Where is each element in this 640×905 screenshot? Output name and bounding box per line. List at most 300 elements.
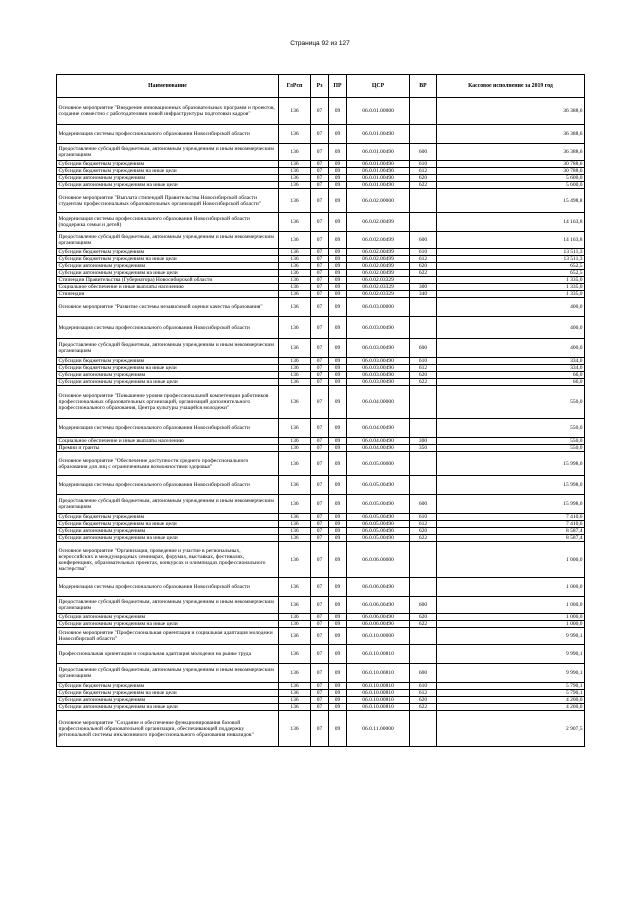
cell-grrsp: 136	[279, 514, 311, 521]
table-row	[57, 683, 585, 690]
cell-name: Субсидии автономным учреждениям	[57, 263, 279, 270]
cell-name: Субсидии бюджетным учреждениям	[57, 358, 279, 365]
cell-vr	[410, 419, 437, 438]
cell-pr: 09	[329, 445, 347, 452]
cell-name: Стипендии Правительства (Губернатора) Новосибирской области	[57, 277, 279, 284]
table-row	[57, 621, 585, 628]
cell-name: Субсидии бюджетным учреждениям на иные цели	[57, 521, 279, 528]
cell-pr: 09	[329, 168, 347, 175]
cell-name: Основное мероприятие "Создание и обеспечение функционирования базовой профессиональной образовательной организации, обеспечивающей поддержку региональной системы инклюзивного профессионального образования инвалидов"	[57, 711, 279, 747]
cell-vr	[410, 277, 437, 284]
cell-rz: 07	[311, 690, 329, 697]
cell-rz: 07	[311, 277, 329, 284]
cell-amount: 1 335,0	[437, 291, 585, 298]
cell-rz: 07	[311, 614, 329, 621]
cell-rz: 07	[311, 144, 329, 161]
cell-csr: 06.0.01.00490	[347, 168, 410, 175]
cell-amount: 66,0	[437, 379, 585, 386]
cell-vr	[410, 317, 437, 339]
cell-name: Предоставление субсидий бюджетным, автономным учреждениям и иным некоммерческим организациям	[57, 495, 279, 514]
cell-rz: 07	[311, 256, 329, 263]
cell-grrsp: 136	[279, 98, 311, 125]
cell-name: Субсидии автономным учреждениям на иные цели	[57, 535, 279, 542]
cell-rz: 07	[311, 628, 329, 645]
cell-csr: 06.0.02.03329	[347, 284, 410, 291]
cell-pr: 09	[329, 514, 347, 521]
cell-grrsp: 136	[279, 535, 311, 542]
cell-grrsp: 136	[279, 704, 311, 711]
cell-grrsp: 136	[279, 452, 311, 476]
cell-grrsp: 136	[279, 365, 311, 372]
cell-amount: 550,0	[437, 438, 585, 445]
cell-pr: 09	[329, 379, 347, 386]
header-name: Наименование	[57, 75, 279, 98]
cell-rz: 07	[311, 445, 329, 452]
cell-name: Субсидии автономным учреждениям на иные цели	[57, 379, 279, 386]
table-row	[57, 514, 585, 521]
table-row	[57, 144, 585, 161]
cell-pr: 09	[329, 98, 347, 125]
cell-rz: 07	[311, 452, 329, 476]
cell-vr: 612	[410, 168, 437, 175]
cell-vr: 610	[410, 161, 437, 168]
cell-amount: 36 388,6	[437, 144, 585, 161]
table-body	[57, 98, 585, 747]
cell-csr: 06.0.05.00490	[347, 495, 410, 514]
cell-vr: 620	[410, 528, 437, 535]
cell-name: Модернизация системы профессионального образования Новосибирской области	[57, 419, 279, 438]
cell-pr: 09	[329, 175, 347, 182]
cell-amount: 14 163,8	[437, 213, 585, 232]
cell-csr: 06.0.01.00490	[347, 161, 410, 168]
cell-csr: 06.0.02.00499	[347, 232, 410, 249]
cell-rz: 07	[311, 704, 329, 711]
cell-grrsp: 136	[279, 445, 311, 452]
cell-pr: 09	[329, 621, 347, 628]
cell-amount: 1 000,0	[437, 597, 585, 614]
cell-amount: 4 200,0	[437, 704, 585, 711]
cell-amount: 334,0	[437, 365, 585, 372]
cell-pr: 09	[329, 182, 347, 189]
cell-name: Субсидии бюджетным учреждениям	[57, 514, 279, 521]
cell-amount: 1 335,0	[437, 277, 585, 284]
cell-name: Субсидии автономным учреждениям	[57, 372, 279, 379]
cell-vr: 612	[410, 365, 437, 372]
cell-grrsp: 136	[279, 144, 311, 161]
cell-pr: 09	[329, 386, 347, 419]
cell-name: Профессиональная ориентация и социальная адаптация молодежи на рынке труда	[57, 645, 279, 664]
cell-csr: 06.0.03.00490	[347, 339, 410, 358]
cell-vr: 622	[410, 621, 437, 628]
cell-amount: 8 587,4	[437, 528, 585, 535]
cell-csr: 06.0.10.00810	[347, 697, 410, 704]
cell-csr: 06.0.05.00490	[347, 476, 410, 495]
cell-amount: 36 388,6	[437, 98, 585, 125]
cell-amount: 14 163,8	[437, 232, 585, 249]
cell-rz: 07	[311, 213, 329, 232]
cell-vr: 610	[410, 249, 437, 256]
cell-vr: 622	[410, 535, 437, 542]
cell-rz: 07	[311, 339, 329, 358]
cell-amount: 7 410,6	[437, 521, 585, 528]
cell-pr: 09	[329, 690, 347, 697]
table-row	[57, 298, 585, 317]
table-row	[57, 339, 585, 358]
table-row	[57, 249, 585, 256]
cell-grrsp: 136	[279, 621, 311, 628]
table-row	[57, 419, 585, 438]
cell-grrsp: 136	[279, 521, 311, 528]
cell-amount: 13 511,3	[437, 256, 585, 263]
cell-csr: 06.0.03.00490	[347, 379, 410, 386]
cell-rz: 07	[311, 317, 329, 339]
cell-pr: 09	[329, 189, 347, 213]
cell-amount: 5 790,1	[437, 690, 585, 697]
cell-amount: 652,5	[437, 270, 585, 277]
cell-vr: 610	[410, 358, 437, 365]
table-row	[57, 628, 585, 645]
cell-pr: 09	[329, 614, 347, 621]
cell-amount: 30 788,6	[437, 168, 585, 175]
cell-vr: 622	[410, 182, 437, 189]
cell-grrsp: 136	[279, 528, 311, 535]
cell-name: Премии и гранты	[57, 445, 279, 452]
cell-pr: 09	[329, 664, 347, 683]
cell-pr: 09	[329, 298, 347, 317]
cell-vr: 620	[410, 263, 437, 270]
cell-csr: 06.0.03.00490	[347, 317, 410, 339]
cell-name: Субсидии автономным учреждениям на иные цели	[57, 182, 279, 189]
cell-name: Предоставление субсидий бюджетным, автономным учреждениям и иным некоммерческим организациям	[57, 144, 279, 161]
cell-grrsp: 136	[279, 711, 311, 747]
cell-vr: 620	[410, 697, 437, 704]
cell-rz: 07	[311, 386, 329, 419]
cell-grrsp: 136	[279, 358, 311, 365]
table-row	[57, 263, 585, 270]
cell-pr: 09	[329, 528, 347, 535]
cell-vr	[410, 476, 437, 495]
cell-rz: 07	[311, 664, 329, 683]
cell-grrsp: 136	[279, 628, 311, 645]
cell-pr: 09	[329, 628, 347, 645]
cell-pr: 09	[329, 521, 347, 528]
cell-rz: 07	[311, 697, 329, 704]
cell-csr: 06.0.02.00499	[347, 213, 410, 232]
cell-rz: 07	[311, 528, 329, 535]
cell-grrsp: 136	[279, 298, 311, 317]
cell-vr	[410, 645, 437, 664]
cell-grrsp: 136	[279, 386, 311, 419]
cell-name: Субсидии автономным учреждениям на иные цели	[57, 621, 279, 628]
cell-name: Стипендии	[57, 291, 279, 298]
cell-rz: 07	[311, 249, 329, 256]
cell-name: Социальное обеспечение и иные выплаты населению	[57, 284, 279, 291]
cell-grrsp: 136	[279, 232, 311, 249]
cell-csr: 06.0.01.00490	[347, 182, 410, 189]
cell-pr: 09	[329, 161, 347, 168]
cell-rz: 07	[311, 232, 329, 249]
table-row	[57, 664, 585, 683]
cell-amount: 1 000,0	[437, 614, 585, 621]
cell-rz: 07	[311, 438, 329, 445]
cell-csr: 06.0.04.00490	[347, 438, 410, 445]
cell-amount: 7 410,6	[437, 514, 585, 521]
cell-vr: 610	[410, 683, 437, 690]
table-row	[57, 597, 585, 614]
table-row	[57, 711, 585, 747]
table-row	[57, 358, 585, 365]
cell-vr: 600	[410, 495, 437, 514]
cell-pr: 09	[329, 284, 347, 291]
cell-rz: 07	[311, 521, 329, 528]
cell-vr	[410, 213, 437, 232]
cell-grrsp: 136	[279, 317, 311, 339]
header-vr: ВР	[410, 75, 437, 98]
cell-name: Субсидии бюджетным учреждениям на иные цели	[57, 365, 279, 372]
cell-csr: 06.0.06.00000	[347, 542, 410, 578]
table-row	[57, 168, 585, 175]
cell-name: Субсидии бюджетным учреждениям	[57, 161, 279, 168]
cell-name: Субсидии автономным учреждениям	[57, 528, 279, 535]
cell-pr: 09	[329, 213, 347, 232]
page-number: Страница 92 из 127	[290, 40, 350, 47]
cell-name: Субсидии автономным учреждениям	[57, 614, 279, 621]
cell-vr: 612	[410, 521, 437, 528]
cell-pr: 09	[329, 697, 347, 704]
cell-csr: 06.0.05.00490	[347, 521, 410, 528]
cell-name: Предоставление субсидий бюджетным, автономным учреждениям и иным некоммерческим организациям	[57, 232, 279, 249]
cell-csr: 06.0.02.00499	[347, 263, 410, 270]
cell-csr: 06.0.06.00490	[347, 597, 410, 614]
table-row	[57, 614, 585, 621]
cell-amount: 652,5	[437, 263, 585, 270]
cell-pr: 09	[329, 578, 347, 597]
cell-csr: 06.0.01.00490	[347, 175, 410, 182]
table-row	[57, 232, 585, 249]
cell-csr: 06.0.03.00490	[347, 358, 410, 365]
cell-amount: 1 000,0	[437, 578, 585, 597]
cell-csr: 06.0.01.00490	[347, 144, 410, 161]
cell-amount: 4 200,0	[437, 697, 585, 704]
cell-pr: 09	[329, 683, 347, 690]
cell-grrsp: 136	[279, 476, 311, 495]
cell-name: Основное мероприятие "Профессиональная ориентация и социальная адаптация молодежи Новосибирской области"	[57, 628, 279, 645]
header-amount: Кассовое исполнение за 2019 год	[437, 75, 585, 98]
cell-amount: 30 788,6	[437, 161, 585, 168]
cell-grrsp: 136	[279, 175, 311, 182]
cell-csr: 06.0.06.00490	[347, 621, 410, 628]
cell-name: Субсидии бюджетным учреждениям	[57, 683, 279, 690]
cell-amount: 1 000,0	[437, 621, 585, 628]
cell-grrsp: 136	[279, 683, 311, 690]
cell-rz: 07	[311, 270, 329, 277]
cell-amount: 400,0	[437, 339, 585, 358]
cell-csr: 06.0.04.00000	[347, 386, 410, 419]
cell-rz: 07	[311, 284, 329, 291]
cell-rz: 07	[311, 125, 329, 144]
cell-vr	[410, 98, 437, 125]
table-row	[57, 277, 585, 284]
cell-pr: 09	[329, 419, 347, 438]
table-row	[57, 521, 585, 528]
cell-pr: 09	[329, 711, 347, 747]
cell-csr: 06.0.03.00490	[347, 372, 410, 379]
table-row	[57, 578, 585, 597]
cell-grrsp: 136	[279, 277, 311, 284]
cell-csr: 06.0.06.00490	[347, 614, 410, 621]
cell-amount: 9 990,1	[437, 628, 585, 645]
table-row	[57, 291, 585, 298]
cell-amount: 550,0	[437, 386, 585, 419]
cell-rz: 07	[311, 379, 329, 386]
cell-name: Субсидии бюджетным учреждениям на иные цели	[57, 690, 279, 697]
cell-pr: 09	[329, 452, 347, 476]
cell-name: Субсидии бюджетным учреждениям на иные цели	[57, 168, 279, 175]
cell-rz: 07	[311, 621, 329, 628]
cell-csr: 06.0.02.00499	[347, 256, 410, 263]
cell-csr: 06.0.10.00810	[347, 664, 410, 683]
cell-amount: 66,0	[437, 372, 585, 379]
cell-amount: 8 587,4	[437, 535, 585, 542]
cell-rz: 07	[311, 419, 329, 438]
cell-name: Модернизация системы профессионального образования Новосибирской области	[57, 125, 279, 144]
header-pr: ПР	[329, 75, 347, 98]
cell-grrsp: 136	[279, 182, 311, 189]
cell-rz: 07	[311, 358, 329, 365]
cell-rz: 07	[311, 495, 329, 514]
cell-rz: 07	[311, 542, 329, 578]
cell-csr: 06.0.10.00810	[347, 690, 410, 697]
table-row	[57, 438, 585, 445]
cell-vr: 340	[410, 291, 437, 298]
cell-vr: 612	[410, 690, 437, 697]
cell-name: Основное мероприятие "Повышение уровня профессиональной компетенции работников профессиональных образовательных организаций, организаций дополнительного профессионального образования, Центра культуры учащейся молодежи"	[57, 386, 279, 419]
cell-rz: 07	[311, 182, 329, 189]
table-row	[57, 213, 585, 232]
cell-vr: 612	[410, 256, 437, 263]
cell-rz: 07	[311, 98, 329, 125]
cell-csr: 06.0.02.00499	[347, 270, 410, 277]
cell-grrsp: 136	[279, 614, 311, 621]
table-row	[57, 379, 585, 386]
cell-name: Модернизация системы профессионального образования Новосибирской области	[57, 578, 279, 597]
cell-vr: 600	[410, 664, 437, 683]
cell-name: Основное мероприятие "Организация, проведение и участие в региональных, всероссийских и международных семинарах, форумах, выставках, фестивалях, конференциях, образовательных проектах, конкурсах и олимпиадах профессионального мастерства"	[57, 542, 279, 578]
cell-csr: 06.0.01.00000	[347, 98, 410, 125]
cell-csr: 06.0.10.00810	[347, 704, 410, 711]
cell-grrsp: 136	[279, 189, 311, 213]
cell-csr: 06.0.10.00810	[347, 645, 410, 664]
cell-grrsp: 136	[279, 372, 311, 379]
cell-grrsp: 136	[279, 690, 311, 697]
cell-grrsp: 136	[279, 168, 311, 175]
cell-csr: 06.0.05.00490	[347, 528, 410, 535]
cell-grrsp: 136	[279, 291, 311, 298]
cell-csr: 06.0.03.00000	[347, 298, 410, 317]
cell-grrsp: 136	[279, 125, 311, 144]
cell-grrsp: 136	[279, 161, 311, 168]
cell-csr: 06.0.04.00490	[347, 419, 410, 438]
table-row	[57, 645, 585, 664]
cell-vr	[410, 628, 437, 645]
cell-grrsp: 136	[279, 542, 311, 578]
cell-vr: 620	[410, 614, 437, 621]
cell-grrsp: 136	[279, 249, 311, 256]
table-row	[57, 542, 585, 578]
cell-amount: 1 000,0	[437, 542, 585, 578]
cell-pr: 09	[329, 476, 347, 495]
cell-pr: 09	[329, 438, 347, 445]
cell-csr: 06.0.10.00810	[347, 683, 410, 690]
cell-pr: 09	[329, 317, 347, 339]
cell-amount: 550,0	[437, 419, 585, 438]
cell-vr	[410, 298, 437, 317]
cell-pr: 09	[329, 339, 347, 358]
cell-amount: 334,0	[437, 358, 585, 365]
table-row	[57, 161, 585, 168]
cell-vr	[410, 542, 437, 578]
cell-rz: 07	[311, 291, 329, 298]
cell-vr	[410, 452, 437, 476]
cell-vr: 600	[410, 144, 437, 161]
cell-amount: 9 990,1	[437, 645, 585, 664]
table-row	[57, 386, 585, 419]
cell-amount: 400,0	[437, 317, 585, 339]
cell-pr: 09	[329, 704, 347, 711]
cell-name: Модернизация системы профессионального образования Новосибирской области	[57, 317, 279, 339]
cell-csr: 06.0.01.00490	[347, 125, 410, 144]
cell-name: Социальное обеспечение и иные выплаты населению	[57, 438, 279, 445]
cell-grrsp: 136	[279, 495, 311, 514]
cell-pr: 09	[329, 232, 347, 249]
cell-rz: 07	[311, 175, 329, 182]
table-row	[57, 256, 585, 263]
cell-name: Основное мероприятие "Развитие системы независимой оценки качества образования"	[57, 298, 279, 317]
table-row	[57, 690, 585, 697]
cell-pr: 09	[329, 372, 347, 379]
cell-name: Субсидии автономным учреждениям	[57, 175, 279, 182]
cell-vr: 300	[410, 284, 437, 291]
cell-vr	[410, 578, 437, 597]
cell-name: Субсидии автономным учреждениям	[57, 697, 279, 704]
cell-rz: 07	[311, 597, 329, 614]
cell-rz: 07	[311, 365, 329, 372]
cell-csr: 06.0.02.03329	[347, 277, 410, 284]
cell-grrsp: 136	[279, 339, 311, 358]
cell-vr	[410, 711, 437, 747]
cell-rz: 07	[311, 476, 329, 495]
cell-pr: 09	[329, 535, 347, 542]
cell-csr: 06.0.11.00000	[347, 711, 410, 747]
cell-amount: 400,0	[437, 298, 585, 317]
header-grrsp: ГлРсп	[279, 75, 311, 98]
cell-pr: 09	[329, 597, 347, 614]
cell-csr: 06.0.02.00499	[347, 249, 410, 256]
cell-vr: 622	[410, 379, 437, 386]
cell-rz: 07	[311, 578, 329, 597]
table-row	[57, 175, 585, 182]
cell-csr: 06.0.05.00490	[347, 514, 410, 521]
cell-name: Основное мероприятие "Внедрение инновационных образовательных программ и проектов, создание совместно с работодателями новой инфраструктуры подготовки кадров"	[57, 98, 279, 125]
cell-grrsp: 136	[279, 379, 311, 386]
cell-grrsp: 136	[279, 578, 311, 597]
cell-pr: 09	[329, 263, 347, 270]
cell-vr: 600	[410, 339, 437, 358]
table-row	[57, 528, 585, 535]
cell-grrsp: 136	[279, 263, 311, 270]
cell-amount: 36 388,6	[437, 125, 585, 144]
cell-vr	[410, 189, 437, 213]
